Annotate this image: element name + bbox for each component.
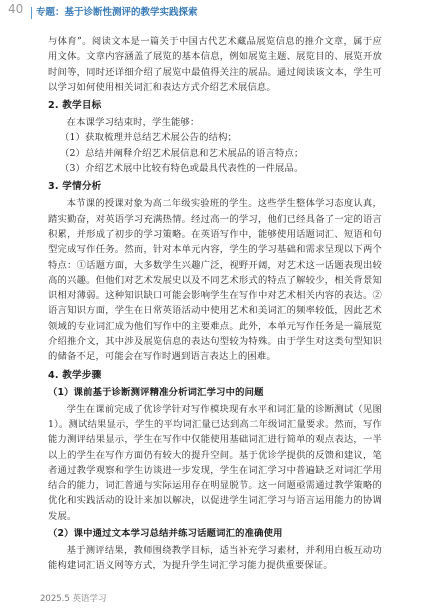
step-2-paragraph: 基于测评结果，教师围绕教学目标，适当补充学习素材，并利用白板互动功能构建词汇语义网等方式，为提升学生词汇学习能力提供重要保证。	[48, 545, 382, 572]
intro-paragraph: 与体育”。阅读文本是一篇关于中国古代艺术藏品展览信息的推介文章，属于应用文体。文章内容涵盖了展览的基本信息，例如展览主题、展览目的、展览开放时间等，同时还详细介绍了展览中最值得关注的展品。通过阅读该文本，学生可以学习如何使用相关词汇和表达方式介绍艺术展信息。	[48, 36, 382, 93]
step-1-title: （1）课前基于诊断测评精准分析词汇学习中的问题	[48, 386, 264, 398]
objective-item-1: （1）获取梳理并总结艺术展公告的结构；	[60, 132, 238, 144]
page-header	[0, 0, 427, 22]
section-heading-teaching-steps: 4. 教学步骤	[48, 369, 102, 381]
step-2-title: （2）课中通过文本学习总结并练习话题词汇的准确使用	[48, 528, 283, 540]
objectives-intro: 在本课学习结束时，学生能够：	[66, 117, 200, 129]
header-divider	[31, 7, 32, 19]
series-title: 专题：基于诊断性测评的教学实践探索	[36, 7, 198, 18]
section-heading-objectives: 2. 教学目标	[48, 100, 102, 112]
learner-analysis-paragraph: 本节课的授课对象为高二年级实验班的学生。这些学生整体学习态度认真，踏实勤奋，对英语学习充满热情。经过高一的学习，他们已经具备了一定的语言积累，并形成了初步的学习策略。在英语写作中，能够使用话题词汇、短语和句型完成写作任务。然而，针对本单元内容，学生的学习基础和需求呈现以下两个特点：①话题方面，大多数学生兴趣广泛，视野开阔，对艺术这一话题表现出较高的兴趣。但他们对艺术发展史以及不同艺术形式的特点了解较少，相关背景知识相对薄弱。这种知识缺口可能会影响学生在写作中对艺术相关内容的表达。②语言知识方面，学生在日常英语活动中使用艺术和美词汇的频率较低，因此艺术领域的专业词汇成为他们写作中的主要难点。此外，本单元写作任务是一篇展览介绍推介文，其中涉及展览信息的表达句型较为特殊。由于学生对这类句型知识的储备不足，可能会在写作时遇到语言表达上的困难。	[48, 198, 382, 363]
step-1-paragraph: 学生在课前完成了优诊学针对写作模块现有水平和词汇量的诊断测试（见图1）。测试结果显示，学生的平均词汇量已达到高二年级词汇量要求。然而，写作能力测评结果显示，学生在写作中仅能使用基础词汇进行简单的观点表达，一半以上的学生在写作方面仍有较大的提升空间。基于优诊学提供的反馈和建议，笔者通过教学观察和学生访谈进一步发现，学生在词汇学习中普遍缺乏对词汇学用结合的能力，词汇普通与实际运用存在明显脱节。这一问题亟需通过教学策略的优化和实践活动的设计来加以解决，以促进学生词汇学习与语言运用能力的协调发展。	[48, 403, 382, 522]
section-heading-learner-analysis: 3. 学情分析	[48, 181, 102, 193]
objective-item-2: （2）总结并阐释介绍艺术展信息和艺术展品的语言特点；	[60, 147, 304, 159]
objective-item-3: （3）介绍艺术展中比较有特色或最具代表性的一件展品。	[60, 163, 304, 175]
page-footer: 2025.5 英语学习	[40, 594, 107, 604]
article-body	[48, 34, 382, 574]
page-number: 40	[8, 2, 24, 16]
